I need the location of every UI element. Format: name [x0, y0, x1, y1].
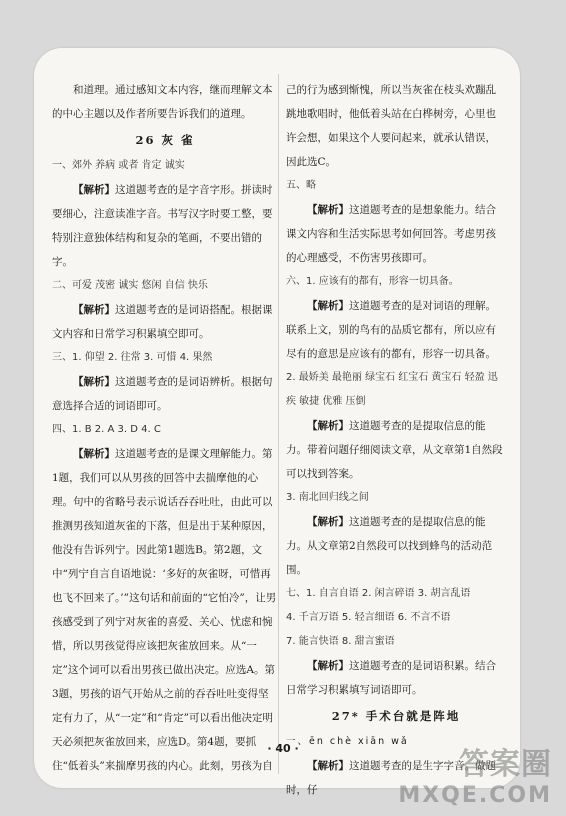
- answer-q4: 四、1. B 2. A 3. D 4. C: [52, 424, 161, 435]
- answer-q7-row2: 4. 千言万语 5. 轻言细语 6. 不言不语: [286, 612, 451, 623]
- analysis-q2: 这道题考查的是词语搭配。根据课文内容和日常学习积累填空即可。: [52, 304, 273, 340]
- continued-text: 己的行为感到惭愧，所以当灰雀在枝头欢蹦乱跳地歌唱时，他低着头站在白桦树旁，心里也许会想，如果这个人要问起来，就承认错误，因此选C。: [286, 84, 496, 168]
- analysis-q4: 这道题考查的是课文理解能力。第1题，我们可以从男孩的回答中去揣摩他的心理。句中的省略号表示说话吞吞吐吐，由此可以推测男孩知道灰雀的下落，但是出于某种原因，他没有告诉列宁。因此第1题选B。第2题，文中“列宁自言自语地说：‘多好的灰雀呀，可惜再也飞不回来了。’”这句话和前面的“它怕冷”，让男孩感受到了列宁对灰雀的喜爱、关心、忧虑和惋惜，所以男孩觉得应该把灰雀放回来。从“一定”这个词可以看出男孩已做出决定。应选A。第3题，男孩的语气开始从之前的吞吞吐吐变得坚定有力了，从“一定”和“肯定”可以看出他决定明天必须把灰雀放回来，应选D。第4题，要抓住“低着头”来揣摩男孩的内心。此刻，男孩为自: [52, 448, 277, 772]
- analysis-q3: 这道题考查的是词语辨析。根据句意选择合适的词语即可。: [52, 376, 273, 412]
- answer-q5: 五、略: [286, 180, 316, 191]
- answer-q6-3: 3. 南北回归线之间: [286, 492, 369, 503]
- page-number: · 40 ·: [267, 742, 299, 755]
- analysis-q7: 这道题考查的是词语积累。结合日常学习积累填写词语即可。: [286, 660, 496, 696]
- answer-q6-2: 2. 最娇美 最艳丽 绿宝石 红宝石 黄宝石 轻盈 迅疾 敏捷 优雅 压倒: [286, 372, 498, 407]
- answer-q6-1: 六、1. 应该有的都有，形容一切具备。: [286, 276, 459, 287]
- analysis-27-q1: 这道题考查的是生字字音。做题时，仔: [286, 760, 496, 796]
- watermark-text: 答案圈: [459, 747, 552, 782]
- analysis-q5: 这道题考查的是想象能力。结合课文内容和生活实际思考如何回答。考虑男孩的心理感受，不伤害男孩即可。: [286, 204, 496, 264]
- answer-q2: 二、可爱 茂密 诚实 悠闲 自信 快乐: [52, 280, 208, 291]
- analysis-q6-3: 这道题考查的是提取信息的能力。从文章第2自然段可以找到蜂鸟的活动范围。: [286, 516, 493, 576]
- analysis-q6-2: 这道题考查的是提取信息的能力。带着问题仔细阅读文章，从文章第1自然段可以找到答案。: [286, 420, 503, 480]
- analysis-q1: 这道题考查的是字音字形。拼读时要细心，注意读准字音。书写汉字时要工整，要特别注意独体结构和复杂的笔画，不要出错的字。: [52, 184, 273, 268]
- answer-q7-row1: 七、1. 自言自语 2. 闲言碎语 3. 胡言乱语: [286, 588, 471, 599]
- column-divider: [278, 74, 279, 774]
- analysis-q6-1: 这道题考查的是对词语的理解。联系上文，别的鸟有的品质它都有，所以应有尽有的意思是应该有的都有，形容一切具备。: [286, 300, 496, 360]
- page-sheet: [34, 48, 520, 796]
- answer-q3: 三、1. 仰望 2. 往常 3. 可惜 4. 果然: [52, 352, 213, 363]
- answer-q7-row3: 7. 能言快语 8. 甜言蜜语: [286, 636, 395, 647]
- intro-text: 和道理。通过感知文本内容，继而理解文本的中心主题以及作者所要告诉我们的道理。: [52, 84, 273, 120]
- watermark-url: MXQE.COM: [398, 783, 552, 808]
- left-column: 和道理。通过感知文本内容，继而理解文本的中心主题以及作者所要告诉我们的道理。 26 灰 雀 一、郊外 养病 或者 肯定 诚实 【解析】这道题考查的是字音字形。拼读时要细心，注意读准字音。书写汉字时要工整，要特别注意独体结构和复杂的笔画，不要出错的字。 二、可爱 茂密 诚实 悠闲 自信 快乐 【解析】这道题考查的是词语搭配。根据课文内容和日常学习积累填空即可。 三、1. 仰望 2. 往常 3. 可惜 4. 果然 【解析】这道题考查的是词语辨析。根据句意选择合适的词语即可。 四、1. B 2. A 3. D 4. C 【解析】这道题考查的是课文理解能力。第1题，我们可以从男孩的回答中去揣摩他的心理。句中的省略号表示说话吞吞吐吐，由此可以推测男孩知道灰雀的下落，但是出于某种原因，他没有告诉列宁。因此第1题选B。第2题，文中“列宁自言自语地说：‘多好的灰雀呀，可惜再也飞不回来了。’”这句话和前面的“它怕冷”，让男孩感受到了列宁对灰雀的喜爱、关心、忧虑和惋惜，所以男孩觉得应该把灰雀放回来。从“一定”这个词可以看出男孩已做出决定。应选A。第3题，男孩的语气开始从之前的吞吞吐吐变得坚定有力了，从“一定”和“肯定”可以看出他决定明天必须把灰雀放回来，应选D。第4题，要抓住“低着头”来揣摩男孩的内心。此刻，男孩为自: [52, 78, 278, 778]
- answer-27-q1: 一、ēn chè xiān wǎ: [286, 736, 409, 747]
- lesson-title: 26 灰 雀: [135, 133, 195, 147]
- answer-q1: 一、郊外 养病 或者 肯定 诚实: [52, 160, 185, 171]
- lesson-27-title: 27* 手术台就是阵地: [331, 709, 461, 723]
- watermark-logo: [398, 739, 552, 808]
- right-column: 己的行为感到惭愧，所以当灰雀在枝头欢蹦乱跳地歌唱时，他低着头站在白桦树旁，心里也许会想，如果这个人要问起来，就承认错误，因此选C。 五、略 【解析】这道题考查的是想象能力。结合课文内容和生活实际思考如何回答。考虑男孩的心理感受，不伤害男孩即可。 六、1. 应该有的都有，形容一切具备。 【解析】这道题考查的是对词语的理解。联系上文，别的鸟有的品质它都有，所以应有尽有的意思是应该有的都有，形容一切具备。 2. 最娇美 最艳丽 绿宝石 红宝石 黄宝石 轻盈 迅疾 敏捷 优雅 压倒 【解析】这道题考查的是提取信息的能力。带着问题仔细阅读文章，从文章第1自然段可以找到答案。 3. 南北回归线之间 【解析】这道题考查的是提取信息的能力。从文章第2自然段可以找到蜂鸟的活动范围。 七、1. 自言自语 2. 闲言碎语 3. 胡言乱语 4. 千言万语 5. 轻言细语 6. 不言不语 7. 能言快语 8. 甜言蜜语 【解析】这道题考查的是词语积累。结合日常学习积累填写词语即可。 27* 手术台就是阵地 一、ēn chè xiān wǎ 【解析】这道题考查的是生字字音。做题时，仔: [286, 78, 506, 802]
